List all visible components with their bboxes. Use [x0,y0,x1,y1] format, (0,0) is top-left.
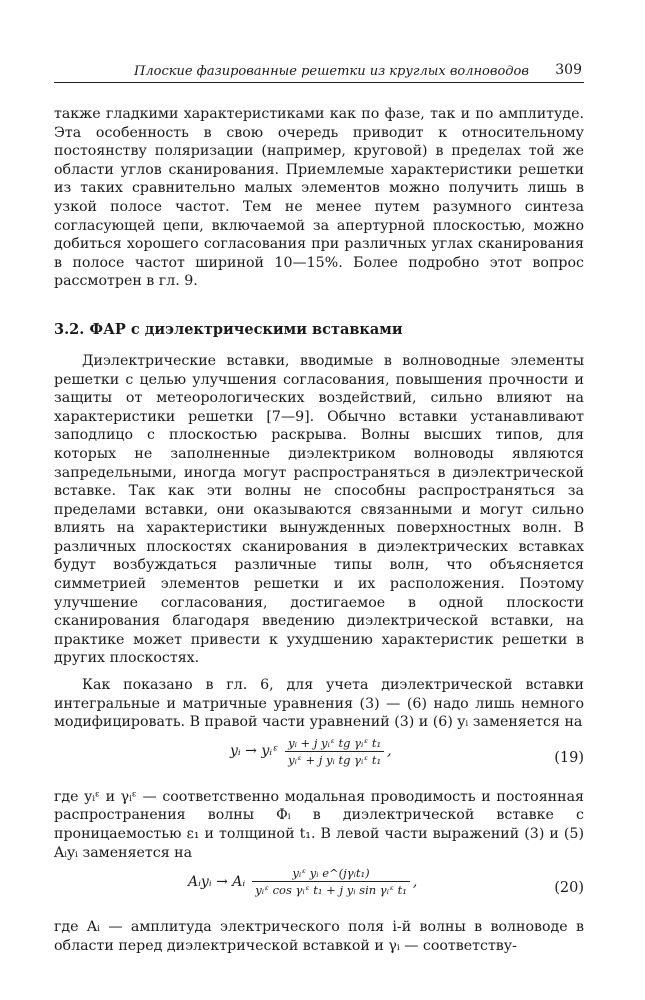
equation-19-lhs: yᵢ → yᵢᵋ [230,743,279,760]
section-heading: 3.2. ФАР с диэлектрическими вставками [54,320,403,338]
paragraph-amplitude: где Aᵢ — амплитуда электрического поля i-й волны в волноводе в области перед диэлектрической вставкой и γᵢ — соответству- [54,919,584,954]
equation-20-formula [188,866,417,897]
equation-20-numerator: yᵢᵋ yᵢ e^(jγᵢt₁) [292,866,370,881]
equation-19-number: (19) [554,749,584,766]
paragraph-modification: Как показано в гл. 6, для учета диэлектрической вставки интегральные и матричные уравнения (3) — (6) надо лишь немного модифицировать. В правой части уравнений (3) и (6) yᵢ заменяется на [54,677,584,731]
equation-20 [54,862,584,918]
running-header [54,60,584,83]
equation-19-denominator: yᵢᵋ + j yᵢ tg γᵢᵋ t₁ [285,751,384,767]
equation-20-comma: , [412,873,418,890]
running-title: Плоские фазированные решетки из круглых волноводов [134,64,529,79]
paragraph-dielectric-inserts: Диэлектрические вставки, вводимые в волноводные элементы решетки с целью улучшения согласования, повышения прочности и защиты от метеорологических воздействий, сильно влияют на характеристики решетки [7—9]. Обычно вставки устанавливают заподлицо с плоскостью раскрыва. Волны высших типов, для которых не заполненные диэлектриком волноводы являются запредельными, иногда могут распространяться в диэлектрической вставке. Так как эти волны не способны распространяться за пределами вставки, они оказываются связанными и могут сильно влиять на характеристики вынужденных поверхностных волн. В различных плоскостях сканирования в диэлектрических вставках будут возбуждаться различные типы волн, что объясняется симметрией элементов решетки и их расположения. Поэтому улучшение согласования, достигаемое в одной плоскости сканирования благодаря введению диэлектрической вставки, на практике может привести к ухудшению характеристик решетки в других плоскостях. [54,352,584,667]
equation-19-formula [230,736,392,767]
equation-20-number: (20) [554,880,584,897]
equation-20-fraction [252,866,410,897]
paragraph-definitions: где yᵢᵋ и γᵢᵋ — соответственно модальная проводимость и постоянная распространения волны Φᵢ в диэлектрической вставке с проницаемостью ε₁ и толщиной t₁. В левой части выражений (3) и (5) Aᵢyᵢ заменяется на [54,788,584,861]
equation-19-comma: , [387,743,392,760]
equation-20-lhs: Aᵢyᵢ → Aᵢ [188,873,246,890]
equation-19-fraction [285,736,384,767]
page-number: 309 [555,62,582,78]
page [54,60,584,955]
paragraph-continued: также гладкими характеристиками как по фазе, так и по амплитуде. Эта особенность в свою очередь приводит к относительному постоянству поляризации (например, круговой) в пределах той же области углов сканирования. Приемлемые характеристики решетки из таких сравнительно малых элементов можно получить лишь в узкой полосе частот. Тем не менее путем разумного синтеза согласующей цепи, включаемой за апертурной плоскостью, можно добиться хорошего согласования при различных углах сканирования в полосе частот шириной 10—15%. Более подробно этот вопрос рассмотрен в гл. 9. [54,106,584,290]
equation-19-numerator: yᵢ + j yᵢᵋ tg γᵢᵋ t₁ [288,735,382,750]
equation-19 [54,732,584,788]
equation-20-denominator: yᵢᵋ cos γᵢᵋ t₁ + j yᵢ sin γᵢᵋ t₁ [252,881,410,897]
